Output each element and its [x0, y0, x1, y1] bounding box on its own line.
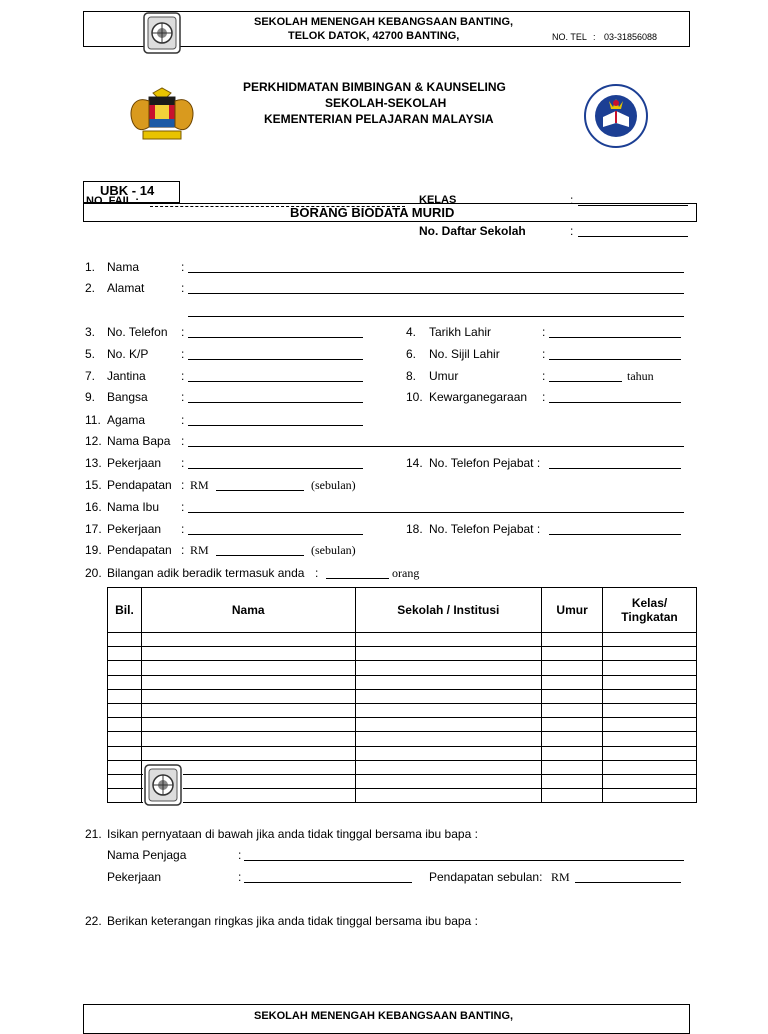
table-row[interactable] [108, 703, 697, 717]
f5-num: 5. [85, 347, 96, 361]
tel-label: NO. TEL [552, 32, 587, 42]
school-reg-field[interactable] [578, 236, 688, 237]
race-field[interactable] [188, 402, 363, 403]
col-nama: Nama [141, 588, 355, 633]
school-reg-label: No. Daftar Sekolah [419, 224, 526, 238]
table-row[interactable] [108, 718, 697, 732]
f19-label: Pendapatan [107, 543, 172, 557]
header-school-name: SEKOLAH MENENGAH KEBANGSAAN BANTING, [254, 16, 514, 28]
guardian-currency: RM [551, 870, 570, 884]
f15-label: Pendapatan [107, 478, 172, 492]
f15-colon: : [181, 478, 185, 492]
s22-text: Berikan keterangan ringkas jika anda tidak tinggal bersama ibu bapa : [107, 914, 478, 928]
f8-num: 8. [406, 369, 417, 383]
mother-name-field[interactable] [188, 512, 684, 513]
f3-num: 3. [85, 325, 96, 339]
address-field-1[interactable] [188, 293, 684, 294]
table-row[interactable] [108, 789, 697, 803]
f17-colon: : [181, 522, 185, 536]
table-row[interactable] [108, 633, 697, 647]
guardian-job-label: Pekerjaan [107, 870, 162, 884]
age-field[interactable] [549, 381, 622, 382]
table-row[interactable] [108, 675, 697, 689]
f2-colon: : [181, 281, 185, 295]
f6-colon: : [542, 347, 546, 361]
birth-cert-field[interactable] [549, 359, 681, 360]
f11-label: Agama [107, 413, 146, 427]
f16-label: Nama Ibu [107, 500, 160, 514]
f16-num: 16. [85, 500, 102, 514]
table-row[interactable] [108, 774, 697, 788]
guardian-job-colon: : [238, 870, 242, 884]
f5-colon: : [181, 347, 185, 361]
f3-colon: : [181, 325, 185, 339]
f16-colon: : [181, 500, 185, 514]
mother-office-phone-field[interactable] [549, 534, 681, 535]
school-logo [142, 11, 182, 55]
footer-school-name: SEKOLAH MENENGAH KEBANGSAAN BANTING, [254, 1010, 514, 1022]
f17-label: Pekerjaan [107, 522, 162, 536]
table-row[interactable] [108, 746, 697, 760]
father-name-field[interactable] [188, 446, 684, 447]
father-income-field[interactable] [216, 490, 304, 491]
guardian-job-field[interactable] [244, 882, 412, 883]
header-school-address: TELOK DATOK, 42700 BANTING, [288, 30, 460, 42]
class-colon: : [570, 193, 574, 207]
f12-num: 12. [85, 434, 102, 448]
f11-colon: : [181, 413, 185, 427]
table-row[interactable] [108, 647, 697, 661]
f13-num: 13. [85, 456, 102, 470]
f10-label: Kewarganegaraan [429, 390, 528, 404]
title-line1: PERKHIDMATAN BIMBINGAN & KAUNSELING [243, 80, 506, 94]
f18-label: No. Telefon Pejabat : [429, 522, 541, 536]
f6-num: 6. [406, 347, 417, 361]
f2-label: Alamat [107, 281, 145, 295]
mother-income-field[interactable] [216, 555, 304, 556]
f8-label: Umur [429, 369, 459, 383]
father-office-phone-field[interactable] [549, 468, 681, 469]
ministry-logo [583, 83, 649, 149]
birthdate-field[interactable] [549, 337, 681, 338]
f9-label: Bangsa [107, 390, 148, 404]
f19-currency: RM [190, 543, 209, 557]
s21-num: 21. [85, 827, 102, 841]
f20-label: Bilangan adik beradik termasuk anda [107, 566, 305, 580]
col-sekolah: Sekolah / Institusi [355, 588, 542, 633]
guardian-income-label: Pendapatan sebulan: [429, 870, 543, 884]
f2-num: 2. [85, 281, 96, 295]
f9-colon: : [181, 390, 185, 404]
name-field[interactable] [188, 272, 684, 273]
f6-label: No. Sijil Lahir [429, 347, 500, 361]
title-line2: SEKOLAH-SEKOLAH [325, 96, 447, 110]
table-row[interactable] [108, 732, 697, 746]
f1-colon: : [181, 260, 185, 274]
s22-num: 22. [85, 914, 102, 928]
mother-job-field[interactable] [188, 534, 363, 535]
f10-colon: : [542, 390, 546, 404]
father-job-field[interactable] [188, 468, 363, 469]
col-bil: Bil. [108, 588, 142, 633]
f10-num: 10. [406, 390, 423, 404]
f1-label: Nama [107, 260, 140, 274]
f18-num: 18. [406, 522, 423, 536]
address-field-2[interactable] [188, 316, 684, 317]
f17-num: 17. [85, 522, 102, 536]
f4-num: 4. [406, 325, 417, 339]
table-row[interactable] [108, 760, 697, 774]
f13-label: Pekerjaan [107, 456, 162, 470]
f12-colon: : [181, 434, 185, 448]
school-logo-overlay [143, 763, 183, 807]
col-kelas-line2: Tingkatan [621, 610, 678, 624]
f14-num: 14. [406, 456, 423, 470]
ic-field[interactable] [188, 359, 363, 360]
f7-colon: : [181, 369, 185, 383]
table-header-row [108, 588, 697, 633]
f8-colon: : [542, 369, 546, 383]
guardian-colon: : [238, 848, 242, 862]
guardian-label: Nama Penjaga [107, 848, 187, 862]
siblings-unit: orang [392, 566, 420, 580]
f1-num: 1. [85, 260, 96, 274]
age-unit: tahun [627, 369, 654, 383]
gender-field[interactable] [188, 381, 363, 382]
f20-num: 20. [85, 566, 102, 580]
f3-label: No. Telefon [107, 325, 168, 339]
f5-label: No. K/P [107, 347, 149, 361]
tel-value: 03-31856088 [604, 32, 658, 42]
f19-unit: (sebulan) [311, 543, 356, 557]
form-code: UBK - 14 [100, 183, 155, 198]
tel-sep: : [593, 32, 596, 42]
f4-label: Tarikh Lahir [429, 325, 492, 339]
f7-label: Jantina [107, 369, 146, 383]
f19-colon: : [181, 543, 185, 557]
malaysia-coat-of-arms [121, 87, 203, 145]
religion-field[interactable] [188, 425, 363, 426]
col-kelas-line1: Kelas/ [631, 596, 668, 610]
f19-num: 19. [85, 543, 102, 557]
citizenship-field[interactable] [549, 402, 681, 403]
f15-unit: (sebulan) [311, 478, 356, 492]
f9-num: 9. [85, 390, 96, 404]
f15-num: 15. [85, 478, 102, 492]
col-kelas [603, 588, 697, 633]
form-title: BORANG BIODATA MURID [290, 205, 455, 220]
f11-num: 11. [85, 413, 101, 427]
table-row[interactable] [108, 661, 697, 675]
f20-colon: : [315, 566, 319, 580]
f13-colon: : [181, 456, 185, 470]
siblings-table [107, 587, 697, 803]
class-label: KELAS [419, 194, 457, 206]
siblings-count-field[interactable] [326, 578, 389, 579]
school-reg-colon: : [570, 224, 574, 238]
f15-currency: RM [190, 478, 209, 492]
title-line3: KEMENTERIAN PELAJARAN MALAYSIA [264, 112, 494, 126]
file-no-label: NO. FAIL : [86, 195, 139, 207]
guardian-income-field[interactable] [575, 882, 681, 883]
f12-label: Nama Bapa [107, 434, 171, 448]
guardian-name-field[interactable] [244, 860, 684, 861]
phone-field[interactable] [188, 337, 363, 338]
table-row[interactable] [108, 689, 697, 703]
col-umur: Umur [542, 588, 603, 633]
f7-num: 7. [85, 369, 96, 383]
s21-text: Isikan pernyataan di bawah jika anda tidak tinggal bersama ibu bapa : [107, 827, 478, 841]
f14-label: No. Telefon Pejabat : [429, 456, 541, 470]
f4-colon: : [542, 325, 546, 339]
